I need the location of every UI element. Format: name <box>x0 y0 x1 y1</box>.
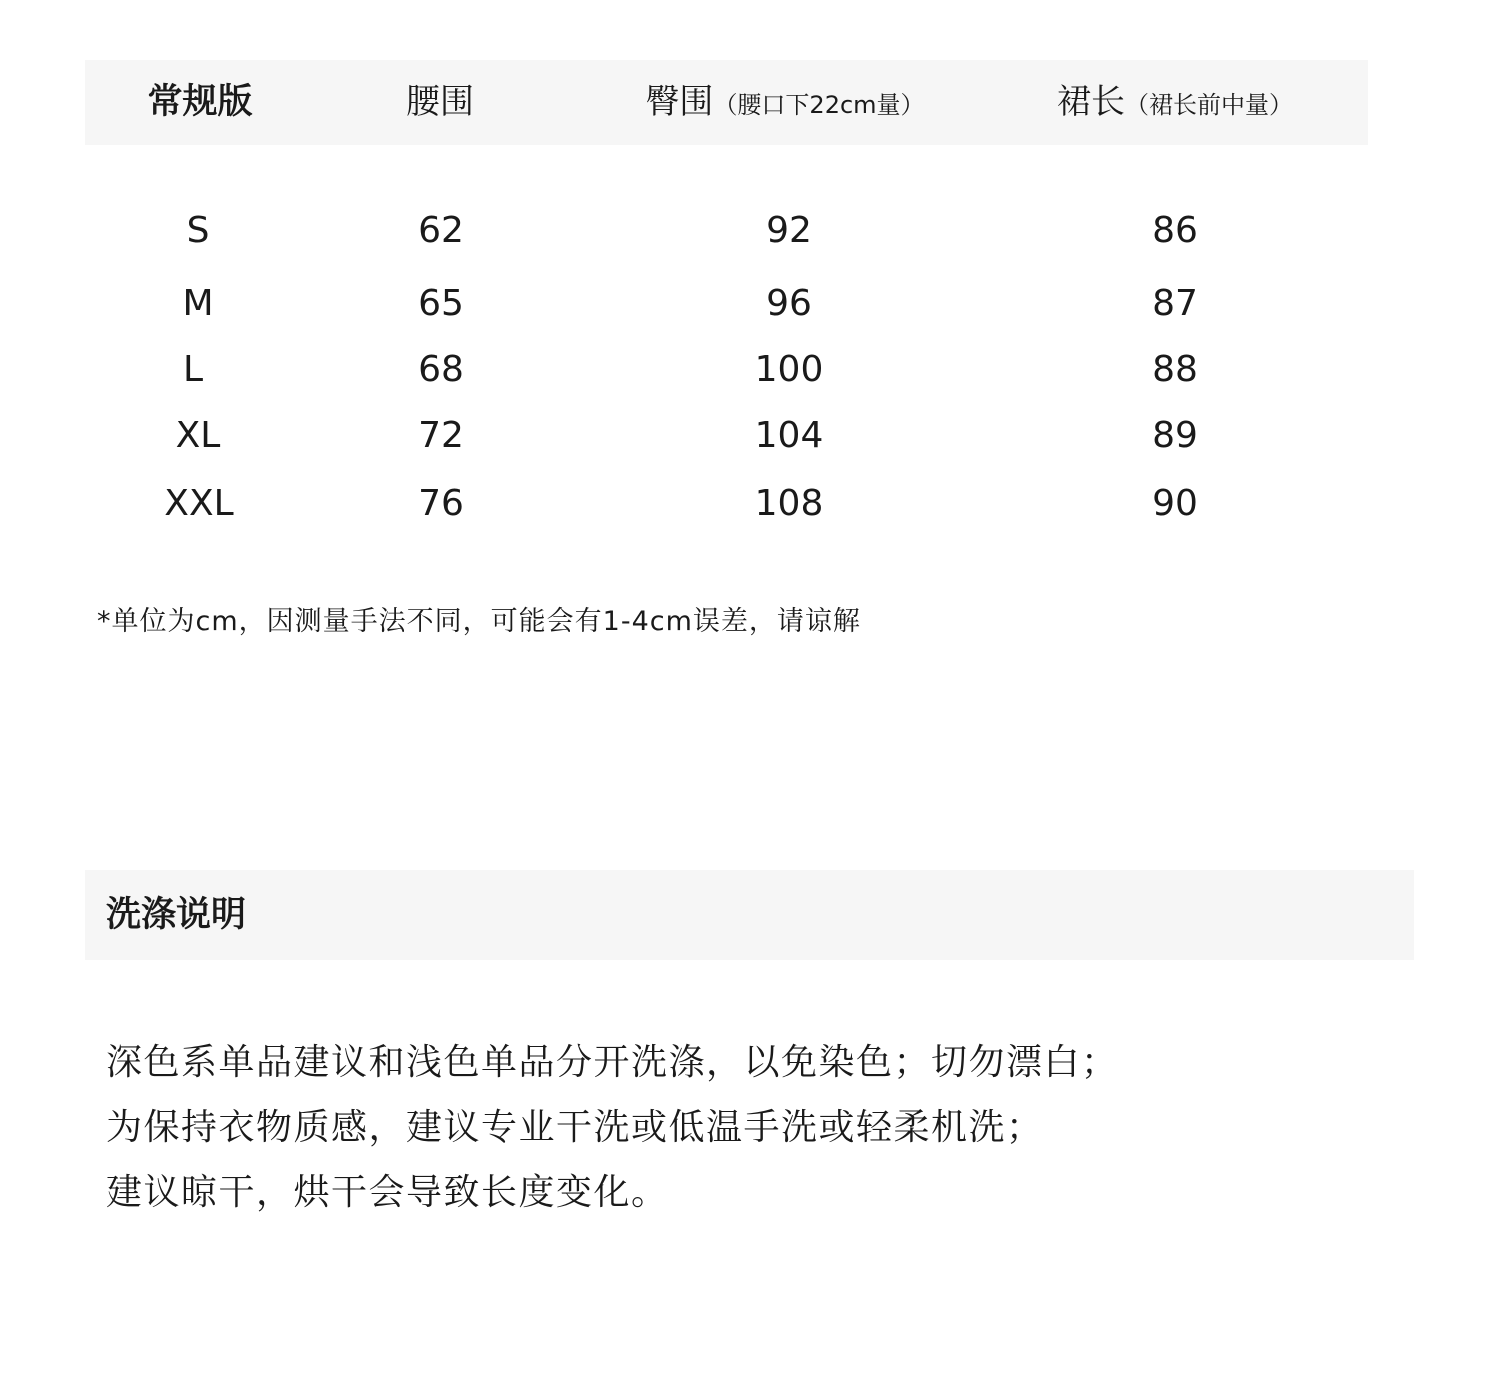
wash-instruction-line: 为保持衣物质感，建议专业干洗或低温手洗或轻柔机洗； <box>106 1107 1044 1148</box>
size-cell: XXL <box>164 483 234 524</box>
hip-cell: 104 <box>754 415 824 456</box>
table-row <box>0 411 1500 461</box>
length-cell: 86 <box>1152 210 1198 251</box>
wash-section-title: 洗涤说明 <box>106 895 247 935</box>
header-waist-label: 腰围 <box>406 82 474 122</box>
hip-cell: 100 <box>754 349 824 390</box>
wash-instruction-line: 建议晾干，烘干会导致长度变化。 <box>106 1172 669 1213</box>
length-cell: 87 <box>1152 283 1198 324</box>
table-row <box>0 279 1500 329</box>
header-waist <box>406 60 474 145</box>
size-table-header <box>85 60 1368 145</box>
header-version-label: 常规版 <box>147 82 253 122</box>
table-row <box>0 479 1500 529</box>
length-cell: 89 <box>1152 415 1198 456</box>
header-hip-label: 臀围 <box>645 82 714 122</box>
waist-cell: 76 <box>418 483 464 524</box>
size-cell: L <box>182 349 204 390</box>
header-length-note: （裙长前中量） <box>1125 91 1293 119</box>
hip-cell: 96 <box>766 283 812 324</box>
wash-section-header <box>85 870 1414 960</box>
wash-instruction-line: 深色系单品建议和浅色单品分开洗涤，以免染色；切勿漂白； <box>106 1042 1119 1083</box>
hip-cell: 108 <box>754 483 824 524</box>
table-row <box>0 345 1500 395</box>
size-cell: M <box>182 283 214 324</box>
size-cell: XL <box>175 415 221 456</box>
header-hip-note: （腰口下22cm量） <box>713 91 925 119</box>
length-cell: 90 <box>1152 483 1198 524</box>
header-hip <box>645 60 924 145</box>
waist-cell: 68 <box>418 349 464 390</box>
waist-cell: 62 <box>418 210 464 251</box>
table-row <box>0 206 1500 256</box>
header-version <box>147 60 252 145</box>
size-cell: S <box>186 210 210 251</box>
header-length <box>1057 60 1293 145</box>
length-cell: 88 <box>1152 349 1198 390</box>
hip-cell: 92 <box>766 210 812 251</box>
waist-cell: 65 <box>418 283 464 324</box>
header-length-label: 裙长 <box>1057 82 1125 122</box>
waist-cell: 72 <box>418 415 464 456</box>
measurement-footnote: *单位为cm，因测量手法不同，可能会有1-4cm误差，请谅解 <box>97 606 861 637</box>
